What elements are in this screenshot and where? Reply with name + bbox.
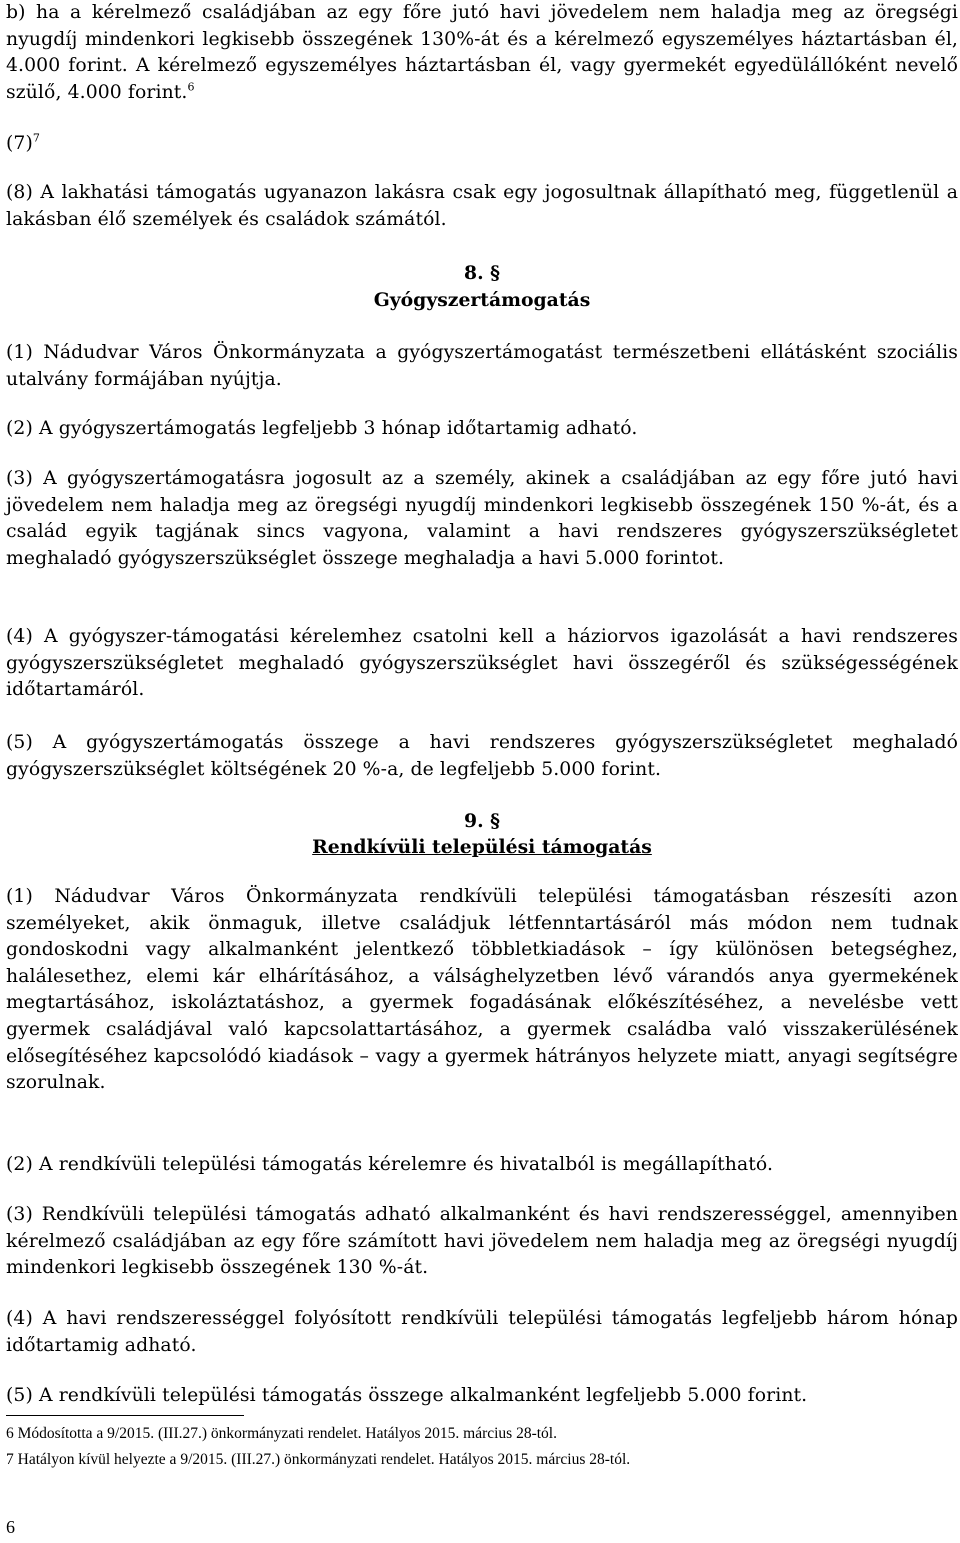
page-number: 6	[6, 1517, 15, 1537]
paragraph-b-text: b) ha a kérelmező családjában az egy főre jutó havi jövedelem nem haladja meg az öregségi nyugdíj mindenkori legkisebb összegének 130%-át és a kérelmező egyszemélyes háztartásban él, 4.000 forint. A kérelmező egyszemélyes háztartásban él, vagy gyermekét egyedülállóként nevelő szülő, 4.000 forint.	[6, 2, 958, 103]
section-9-title: Rendkívüli települési támogatás	[312, 836, 652, 858]
paragraph-7-label: (7)	[6, 133, 33, 154]
section-8-item-2: (2) A gyógyszertámogatás legfeljebb 3 hónap időtartamig adható.	[6, 418, 638, 439]
section-9-item-3: (3) Rendkívüli települési támogatás adható alkalmanként és havi rendszerességgel, amennyiben kérelmező családjában az egy főre számított havi jövedelem nem haladja meg az öregségi nyugdíj mindenkori legkisebb összegének 130 %-át.	[6, 1204, 958, 1279]
section-9-item-5: (5) A rendkívüli települési támogatás összege alkalmanként legfeljebb 5.000 forint.	[6, 1385, 808, 1406]
section-9-item-4: (4) A havi rendszerességgel folyósított rendkívüli települési támogatás legfeljebb három hónap időtartamig adható.	[6, 1308, 958, 1356]
footnote-ref-7: 7	[32, 131, 41, 145]
section-8-number: 8. §	[464, 262, 500, 284]
section-8-item-4: (4) A gyógyszer-támogatási kérelemhez csatolni kell a háziorvos igazolását a havi rendszeres gyógyszerszükségletet meghaladó gyógyszerszükséglet havi összegéről és szükségességének időtartamáról.	[6, 626, 958, 701]
section-9-item-2: (2) A rendkívüli települési támogatás kérelemre és hivatalból is megállapítható.	[6, 1154, 774, 1175]
section-8-item-3: (3) A gyógyszertámogatásra jogosult az a személy, akinek a családjában az egy főre jutó havi jövedelem nem haladja meg az öregségi nyugdíj mindenkori legkisebb összegének 150 %-át, és a család egyik tagjának sincs vagyona, valamint a havi rendszeres gyógyszerszükségletet meghaladó gyógyszerszükséglet összege meghaladja a havi 5.000 forintot.	[6, 468, 958, 569]
footnote-7: 7 Hatályon kívül helyezte a 9/2015. (III.27.) önkormányzati rendelet. Hatályos 2015. március 28-tól.	[6, 1451, 631, 1468]
footnote-6: 6 Módosította a 9/2015. (III.27.) önkormányzati rendelet. Hatályos 2015. március 28-tól.	[6, 1425, 557, 1442]
footnote-ref-6: 6	[187, 80, 195, 94]
paragraph-8: (8) A lakhatási támogatás ugyanazon lakásra csak egy jogosultnak állapítható meg, függetlenül a lakásban élő személyek és családok számától.	[6, 182, 958, 230]
section-8-title: Gyógyszertámogatás	[373, 289, 591, 311]
section-9-number: 9. §	[464, 810, 500, 832]
section-8-item-1: (1) Nádudvar Város Önkormányzata a gyógyszertámogatást természetbeni ellátásként szociális utalvány formájában nyújtja.	[6, 342, 958, 390]
section-9-item-1: (1) Nádudvar Város Önkormányzata rendkívüli települési támogatásban részesíti azon személyeket, akik önmaguk, illetve családjuk létfenntartásáról más módon nem tudnak gondoskodni vagy alkalmanként jelentkező többletkiadások – így különösen betegséghez, halálesethez, elemi kár elhárításához, a válsághelyzetben lévő várandós anya gyermekének megtartásához, iskoláztatáshoz, a gyermek fogadásának előkészítéséhez, a nevelésbe vett gyermek családjával való kapcsolattartásához, a gyermek családba való visszakerülésének elősegítéséhez kapcsolódó kiadások – vagy a gyermek hátrányos helyzete miatt, anyagi segítségre szorulnak.	[6, 886, 958, 1094]
footnote-divider	[6, 1415, 244, 1416]
paragraph-7	[6, 131, 958, 158]
paragraph-b	[6, 0, 958, 106]
section-8-item-5: (5) A gyógyszertámogatás összege a havi rendszeres gyógyszerszükségletet meghaladó gyógyszerszükséglet költségének 20 %-a, de legfeljebb 5.000 forint.	[6, 732, 958, 780]
